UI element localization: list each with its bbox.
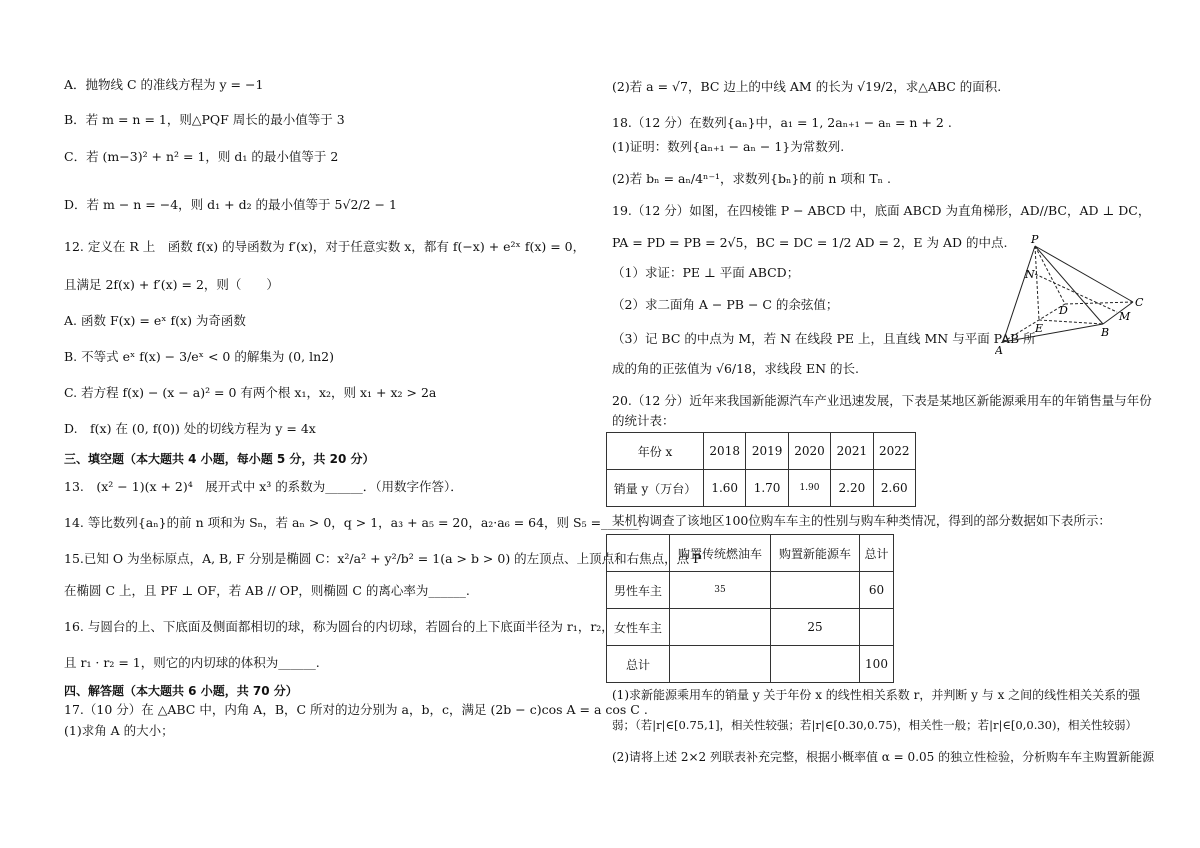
table-cell: 2018 <box>704 433 746 470</box>
q12-option-b: B. 不等式 eˣ f(x) − 3/eˣ < 0 的解集为 (0, ln2) <box>64 349 334 364</box>
q13: 13. (x² − 1)(x + 2)⁴ 展开式中 x³ 的系数为______．（用数字作答）． <box>64 479 463 494</box>
section-3-heading: 三、填空题（本大题共 4 小题，每小题 5 分，共 20 分） <box>64 452 375 466</box>
table-header-cell: 总计 <box>860 535 894 572</box>
table-cell: 60 <box>860 572 894 609</box>
q11-option-d: D．若 m − n = −4，则 d₁ + d₂ 的最小值等于 5√2/2 − 1 <box>64 197 397 212</box>
q12-stem-2: 且满足 2f(x) + f′(x) = 2，则（ ） <box>64 277 279 292</box>
q17-line-2: (1)求角 A 的大小； <box>64 723 174 738</box>
table-cell: 1.60 <box>704 470 746 507</box>
table-cell <box>771 572 860 609</box>
table-header-cell: 年份 x <box>607 433 704 470</box>
table-row <box>607 433 916 470</box>
segment-nm <box>1035 274 1117 312</box>
q12-option-c: C. 若方程 f(x) − (x − a)² = 0 有两个根 x₁，x₂，则 x₁ + x₂ > 2a <box>64 385 437 400</box>
table-cell: 总计 <box>607 646 670 683</box>
table-cell: 35 <box>670 572 771 609</box>
label-d: D <box>1059 304 1068 317</box>
q12-option-d: D. f(x) 在 (0, f(0)) 处的切线方程为 y = 4x <box>64 421 316 436</box>
sales-table <box>606 432 916 507</box>
table-row <box>607 609 894 646</box>
q12-option-a: A. 函数 F(x) = eˣ f(x) 为奇函数 <box>64 313 246 328</box>
label-m: M <box>1119 310 1131 323</box>
q19-line-2: PA = PD = PB = 2√5，BC = DC = 1/2 AD = 2，E 为 AD 的中点. <box>612 235 1008 250</box>
q16-line-2: 且 r₁ · r₂ = 1，则它的内切球的体积为______. <box>64 655 320 670</box>
table-row <box>607 646 894 683</box>
q17-part-2: (2)若 a = √7，BC 边上的中线 AM 的长为 √19/2，求△ABC 的面积. <box>612 79 1002 94</box>
table-cell: 2021 <box>831 433 873 470</box>
table-cell: 2020 <box>788 433 830 470</box>
label-e: E <box>1035 322 1044 335</box>
table-row <box>607 572 894 609</box>
table-cell: 2.20 <box>831 470 873 507</box>
table-cell: 2.60 <box>873 470 915 507</box>
table-cell <box>670 646 771 683</box>
table-header-cell: 购置传统燃油车 <box>670 535 771 572</box>
q11-option-a: A．抛物线 C 的准线方程为 y = −1 <box>64 77 264 92</box>
edge-pa <box>1003 246 1035 342</box>
q20-part-2: (2)请将上述 2×2 列联表补充完整，根据小概率值 α = 0.05 的独立性检验，分析购车车主购置新能源 <box>612 750 1155 764</box>
label-p: P <box>1031 233 1039 246</box>
table-cell: 1.90 <box>788 470 830 507</box>
q20-part-1-line-1: (1)求新能源乘用车的销量 y 关于年份 x 的线性相关系数 r，并判断 y 与 x 之间的线性相关关系的强 <box>612 688 1141 702</box>
label-a: A <box>995 344 1003 357</box>
label-n: N <box>1025 268 1035 281</box>
q12-stem-1: 12. 定义在 R 上 函数 f(x) 的导函数为 f′(x)，对于任意实数 x，都有 f(−x) + e²ˣ f(x) = 0， <box>64 239 586 254</box>
table-header-cell: 销量 y（万台） <box>607 470 704 507</box>
q20-line-1: 20.（12 分）近年来我国新能源汽车产业迅速发展，下表是某地区新能源乘用车的年销售量与年份 <box>612 393 1152 408</box>
pyramid-figure <box>995 232 1155 362</box>
table-row <box>607 470 916 507</box>
q15-line-2: 在椭圆 C 上，且 PF ⊥ OF，若 AB // OP，则椭圆 C 的离心率为______. <box>64 583 470 598</box>
table-header-cell: 购置新能源车 <box>771 535 860 572</box>
q18-line-1: 18.（12 分）在数列{aₙ}中，a₁ = 1, 2aₙ₊₁ − aₙ = n + 2 . <box>612 115 952 130</box>
table-header-cell <box>607 535 670 572</box>
q11-option-c: C．若 (m−3)² + n² = 1，则 d₁ 的最小值等于 2 <box>64 149 339 164</box>
table-cell: 2022 <box>873 433 915 470</box>
q18-line-3: (2)若 bₙ = aₙ/4ⁿ⁻¹，求数列{bₙ}的前 n 项和 Tₙ . <box>612 171 892 186</box>
q19-part-1: （1）求证：PE ⊥ 平面 ABCD； <box>612 265 800 280</box>
table-cell <box>860 609 894 646</box>
q11-option-b: B．若 m = n = 1，则△PQF 周长的最小值等于 3 <box>64 112 345 127</box>
q20-part-1-line-2: 弱；（若|r|∈[0.75,1]，相关性较强；若|r|∈[0.30,0.75)，相关性一般；若|r|∈[0,0.30)，相关性较弱） <box>612 718 1137 732</box>
section-4-heading: 四、解答题（本大题共 6 小题，共 70 分） <box>64 684 298 698</box>
q19-line-1: 19.（12 分）如图，在四棱锥 P − ABCD 中，底面 ABCD 为直角梯形，AD//BC，AD ⊥ DC， <box>612 203 1151 218</box>
table-cell: 2019 <box>746 433 788 470</box>
table-cell <box>670 609 771 646</box>
q20-survey-text: 某机构调查了该地区100位购车车主的性别与购车种类情况，得到的部分数据如下表所示： <box>612 513 1111 528</box>
edge-pb <box>1035 246 1103 324</box>
q19-part-3-line-2: 成的角的正弦值为 √6/18，求线段 EN 的长. <box>612 361 859 376</box>
label-b: B <box>1101 326 1110 339</box>
q18-line-2: (1)证明：数列{aₙ₊₁ − aₙ − 1}为常数列. <box>612 139 845 154</box>
table-cell: 男性车主 <box>607 572 670 609</box>
table-row <box>607 535 894 572</box>
contingency-table <box>606 534 894 683</box>
segment-eb <box>1039 320 1103 324</box>
segment-pe <box>1035 246 1039 320</box>
table-cell: 1.70 <box>746 470 788 507</box>
label-c: C <box>1135 296 1144 309</box>
q19-part-3-line-1: （3）记 BC 的中点为 M，若 N 在线段 PE 上，且直线 MN 与平面 PAB 所 <box>612 331 1036 346</box>
table-cell: 100 <box>860 646 894 683</box>
q14: 14. 等比数列{aₙ}的前 n 项和为 Sₙ，若 aₙ > 0，q > 1，a₃ + a₅ = 20，a₂·a₆ = 64，则 S₅ =______. <box>64 515 643 530</box>
q15-line-1: 15.已知 O 为坐标原点，A, B, F 分别是椭圆 C：x²/a² + y²/b² = 1(a > b > 0) 的左顶点、上顶点和右焦点，点 P <box>64 551 702 566</box>
q20-line-2: 的统计表： <box>612 413 675 428</box>
table-cell: 25 <box>771 609 860 646</box>
table-cell: 女性车主 <box>607 609 670 646</box>
q16-line-1: 16. 与圆台的上、下底面及侧面都相切的球，称为圆台的内切球，若圆台的上下底面半径为 r₁，r₂， <box>64 619 614 634</box>
table-cell <box>771 646 860 683</box>
q19-part-2: （2）求二面角 A − PB − C 的余弦值； <box>612 297 839 312</box>
q17-line-1: 17.（10 分）在 △ABC 中，内角 A，B，C 所对的边分别为 a，b，c，满足 (2b − c)cos A = a cos C . <box>64 702 648 717</box>
